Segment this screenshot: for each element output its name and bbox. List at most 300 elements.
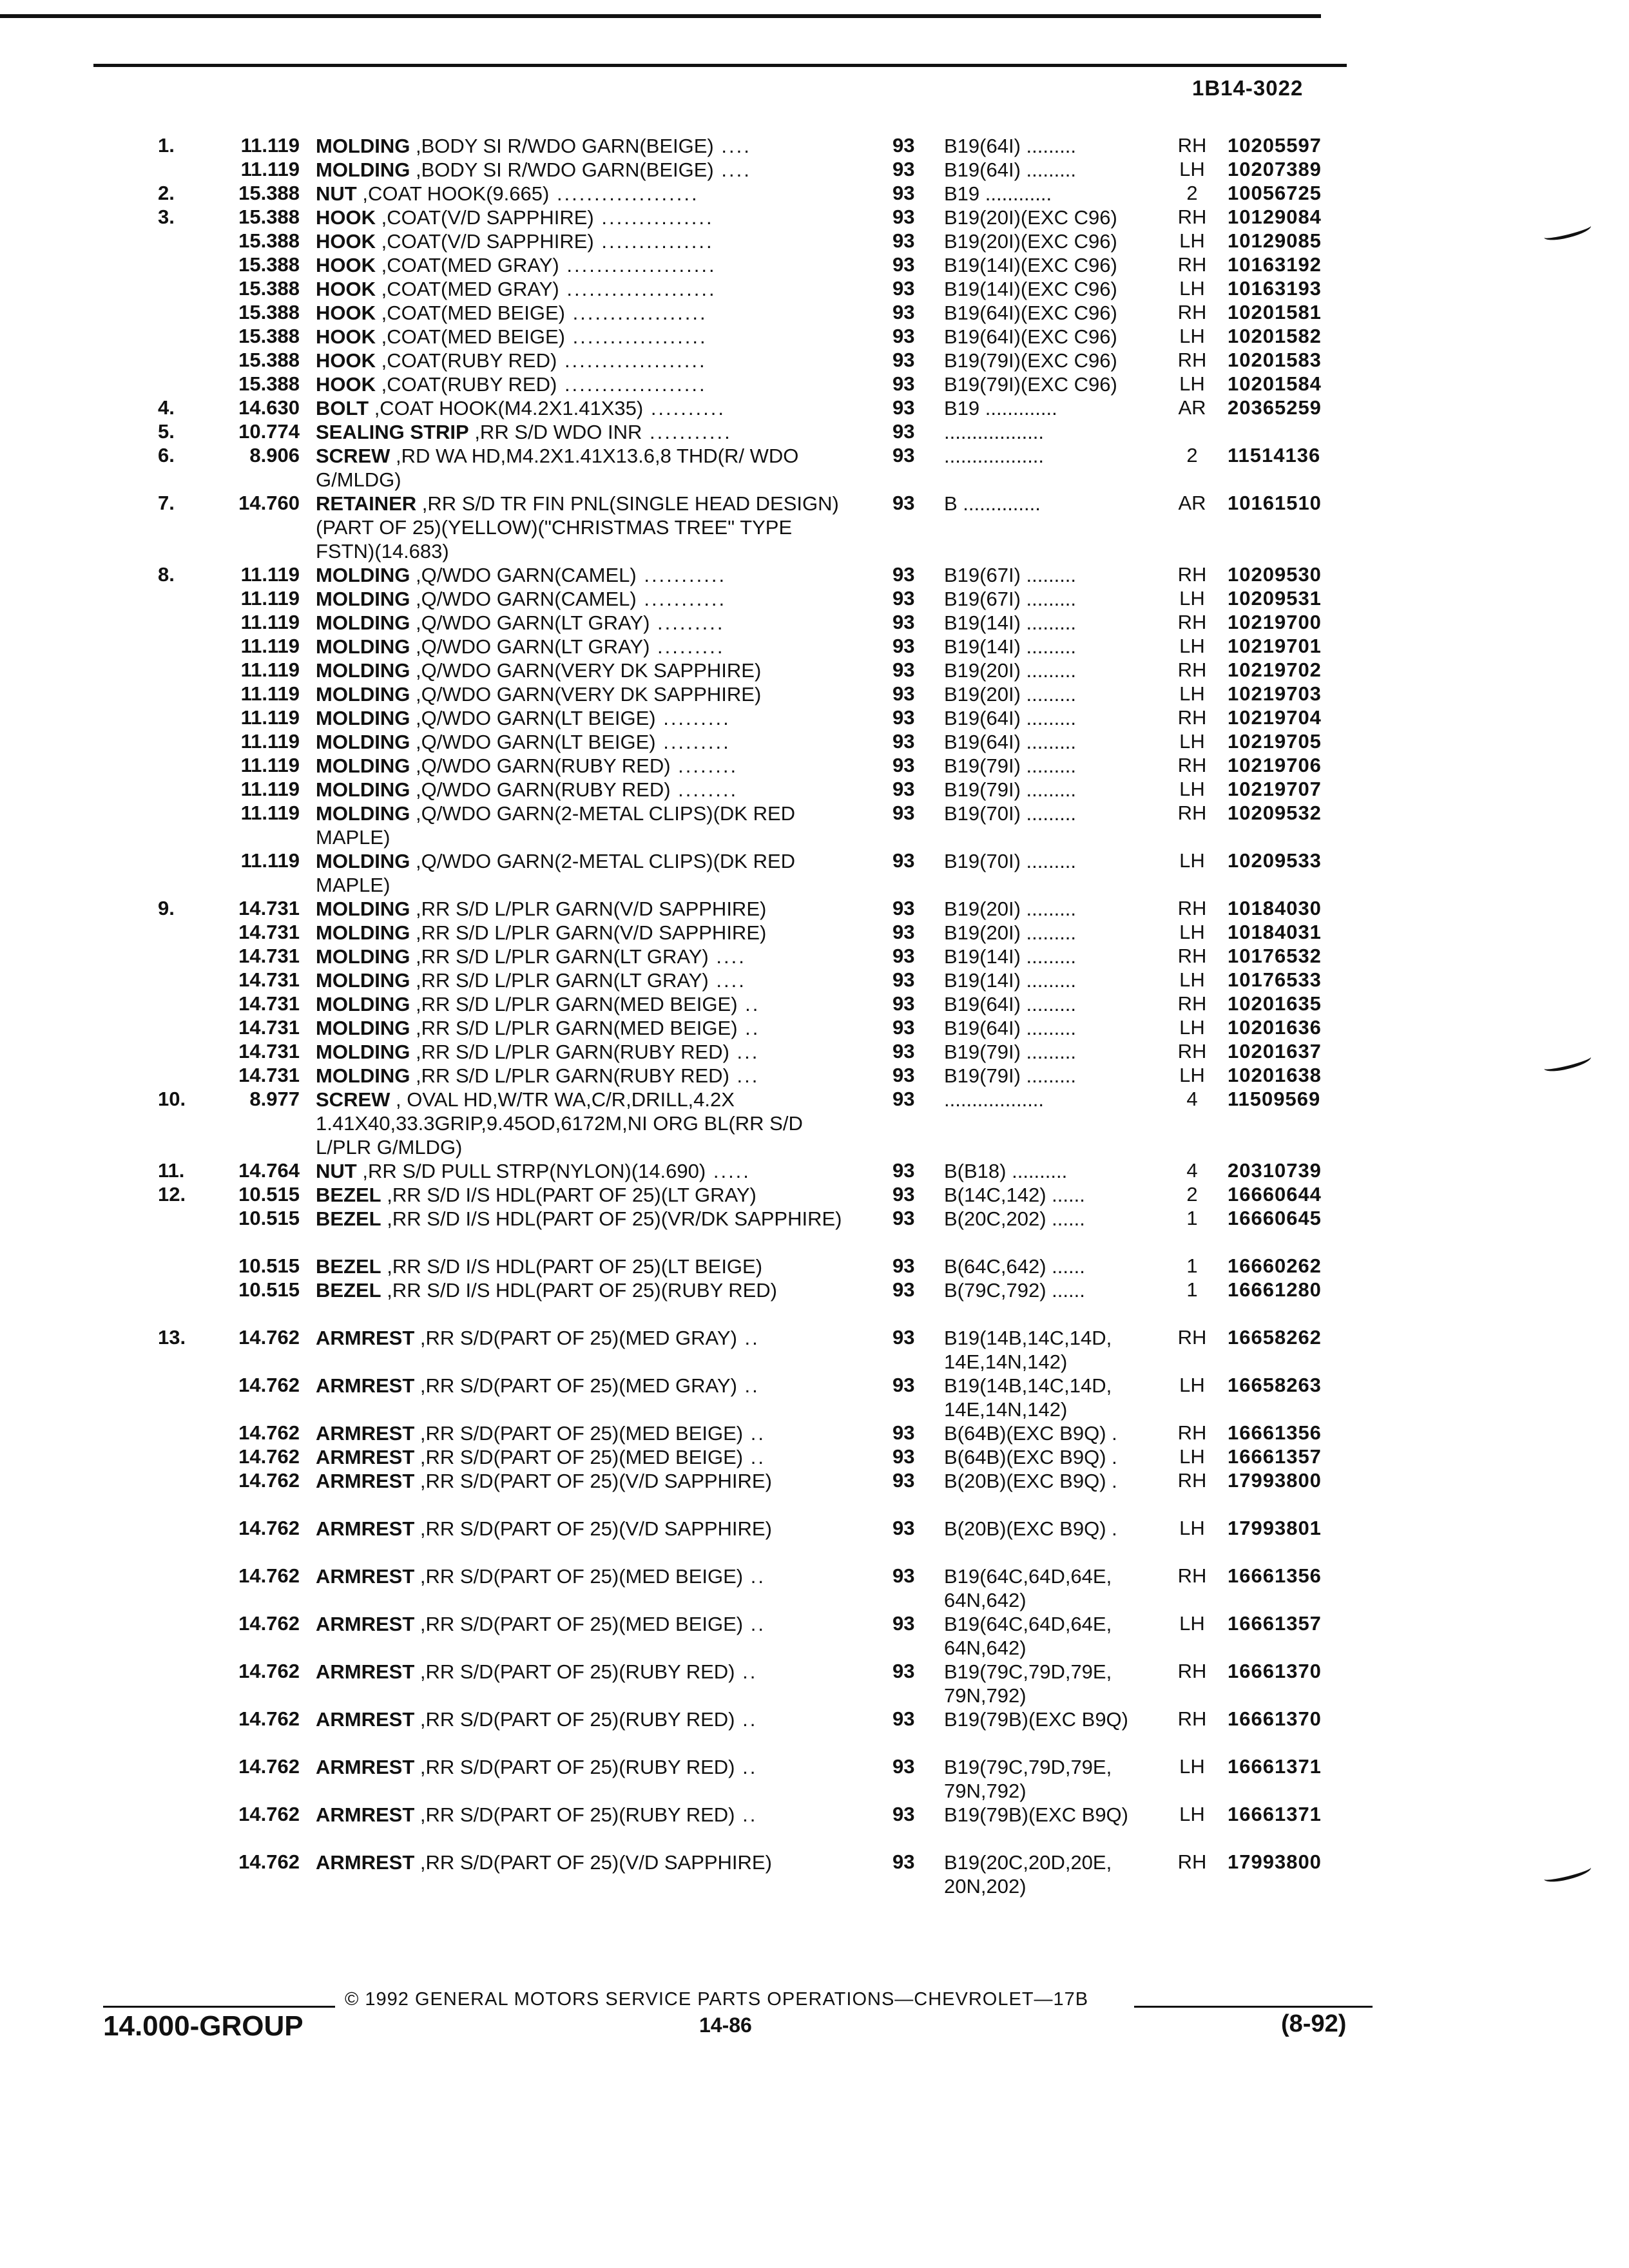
part-number: 17993800	[1228, 1469, 1322, 1492]
parts-row	[0, 778, 1629, 802]
model-year: 93	[892, 849, 915, 872]
part-number: 10219707	[1228, 778, 1322, 800]
group-number: 14.760	[238, 492, 300, 514]
part-detail: ,RR S/D I/S HDL(PART OF 25)(RUBY RED)	[381, 1279, 777, 1302]
model-usage: B19(20I) .........	[944, 921, 1077, 944]
part-name: MOLDING	[316, 945, 410, 968]
part-name: MOLDING	[316, 898, 410, 920]
model-year: 93	[892, 1660, 915, 1682]
part-detail: ,RR S/D TR FIN PNL(SINGLE HEAD DESIGN)(PART OF 25)(YELLOW)("CHRISTMAS TREE" TYPE FSTN)(14.683)	[316, 492, 839, 562]
model-usage: B(64B)(EXC B9Q) .	[944, 1446, 1117, 1468]
leader-dots: ....................	[559, 254, 717, 276]
part-name: MOLDING	[316, 611, 410, 634]
part-name: MOLDING	[316, 683, 410, 706]
parts-row	[0, 682, 1629, 706]
part-number: 20365259	[1228, 396, 1322, 419]
group-number: 8.977	[249, 1088, 300, 1110]
model-year: 93	[892, 1016, 915, 1039]
part-description	[316, 563, 851, 587]
part-detail: ,BODY SI R/WDO GARN(BEIGE)	[410, 135, 714, 157]
leader-dots: ...............	[593, 206, 714, 229]
model-usage: B19(64I) .........	[944, 707, 1077, 729]
part-name: ARMREST	[316, 1851, 415, 1874]
model-year: 93	[892, 1088, 915, 1110]
group-number: 15.388	[238, 301, 300, 323]
part-name: HOOK	[316, 278, 376, 300]
group-number: 15.388	[238, 349, 300, 371]
part-number: 17993800	[1228, 1850, 1322, 1873]
part-number: 10219700	[1228, 611, 1322, 633]
item-number: 1.	[158, 134, 175, 157]
part-detail: ,RR S/D(PART OF 25)(V/D SAPPHIRE)	[414, 1851, 772, 1874]
part-description	[316, 1803, 851, 1827]
leader-dots: ...	[729, 1041, 760, 1063]
group-number: 11.119	[240, 778, 300, 800]
model-usage: B19(79I) .........	[944, 778, 1077, 801]
quantity: 2	[1186, 444, 1198, 466]
part-number: 16661357	[1228, 1612, 1322, 1635]
part-name: ARMREST	[316, 1470, 415, 1492]
quantity: RH	[1177, 1660, 1207, 1682]
part-detail: ,RR S/D L/PLR GARN(V/D SAPPHIRE)	[410, 898, 767, 920]
part-detail: ,Q/WDO GARN(LT GRAY)	[410, 611, 650, 634]
part-number: 10201584	[1228, 372, 1322, 395]
model-usage: B19(14I) .........	[944, 945, 1077, 968]
part-detail: ,RR S/D L/PLR GARN(RUBY RED)	[410, 1041, 729, 1063]
part-name: BEZEL	[316, 1255, 381, 1278]
model-year: 93	[892, 229, 915, 252]
parts-row	[0, 802, 1629, 849]
footer-rule-right	[1134, 2006, 1373, 2008]
page-number: 14-86	[699, 2013, 752, 2037]
model-year: 93	[892, 1445, 915, 1468]
part-number: 16661371	[1228, 1755, 1322, 1778]
model-usage: B19(70I) .........	[944, 802, 1077, 825]
leader-dots: ...........	[636, 588, 727, 610]
part-detail: ,COAT(MED BEIGE)	[376, 325, 565, 348]
leader-dots: ..	[737, 1017, 760, 1039]
group-number: 10.515	[238, 1278, 300, 1301]
group-number: 14.762	[238, 1445, 300, 1468]
part-number: 10201581	[1228, 301, 1322, 323]
part-detail: ,COAT(V/D SAPPHIRE)	[376, 230, 594, 253]
parts-row	[0, 253, 1629, 277]
part-number: 10163192	[1228, 253, 1322, 276]
part-name: MOLDING	[316, 707, 410, 729]
group-number: 14.762	[238, 1374, 300, 1396]
footer-rule-left	[103, 2006, 335, 2008]
part-name: MOLDING	[316, 921, 410, 944]
group-number: 8.906	[249, 444, 300, 466]
quantity: LH	[1179, 372, 1205, 395]
model-usage: B19(79C,79D,79E, 79N,792)	[944, 1660, 1112, 1707]
parts-row	[0, 301, 1629, 325]
model-usage: B19(79I)(EXC C96)	[944, 349, 1117, 372]
quantity: LH	[1179, 1612, 1205, 1635]
part-number: 11509569	[1228, 1088, 1321, 1110]
part-detail: ,RR S/D(PART OF 25)(MED GRAY)	[414, 1374, 737, 1397]
group-number: 14.731	[238, 1040, 300, 1062]
leader-dots: .........	[650, 611, 725, 634]
part-number: 20310739	[1228, 1159, 1322, 1182]
part-description	[316, 1445, 851, 1469]
part-number: 10184030	[1228, 897, 1322, 919]
part-number: 10201636	[1228, 1016, 1322, 1039]
part-name: MOLDING	[316, 159, 410, 181]
parts-row	[0, 420, 1629, 444]
part-name: MOLDING	[316, 731, 410, 753]
parts-row	[0, 1183, 1629, 1207]
part-name: NUT	[316, 1160, 357, 1182]
item-number: 6.	[158, 444, 175, 466]
part-detail: ,COAT(RUBY RED)	[376, 349, 557, 372]
part-number: 16661280	[1228, 1278, 1322, 1301]
part-detail: ,COAT(MED GRAY)	[376, 278, 559, 300]
leader-dots: ..	[743, 1446, 766, 1468]
leader-dots: ..	[737, 993, 760, 1015]
model-year: 93	[892, 1707, 915, 1730]
model-usage: B(64C,642) ......	[944, 1255, 1085, 1278]
leader-dots: ...............	[593, 230, 714, 253]
quantity: RH	[1177, 563, 1207, 586]
quantity: LH	[1179, 1445, 1205, 1468]
leader-dots: .....	[706, 1160, 751, 1182]
parts-list	[0, 134, 1629, 1898]
item-number: 3.	[158, 206, 175, 228]
part-description	[316, 277, 851, 301]
part-number: 10201638	[1228, 1064, 1322, 1086]
quantity: RH	[1177, 349, 1207, 371]
model-year: 93	[892, 802, 915, 824]
part-name: ARMREST	[316, 1660, 415, 1683]
model-year: 93	[892, 635, 915, 657]
quantity: LH	[1179, 730, 1205, 753]
part-name: MOLDING	[316, 778, 410, 801]
part-number: 16660644	[1228, 1183, 1322, 1206]
leader-dots: ...........	[642, 421, 732, 443]
part-detail: ,Q/WDO GARN(VERY DK SAPPHIRE)	[410, 683, 762, 706]
parts-row	[0, 658, 1629, 682]
part-name: MOLDING	[316, 135, 410, 157]
part-number: 10219704	[1228, 706, 1322, 729]
part-name: MOLDING	[316, 850, 410, 872]
part-description	[316, 1755, 851, 1779]
group-number: 10.515	[238, 1254, 300, 1277]
model-year: 93	[892, 301, 915, 323]
group-number: 10.515	[238, 1183, 300, 1206]
parts-row	[0, 372, 1629, 396]
part-detail: ,RR S/D L/PLR GARN(V/D SAPPHIRE)	[410, 921, 767, 944]
part-description	[316, 206, 851, 229]
parts-row	[0, 992, 1629, 1016]
leader-dots: ...........	[636, 564, 727, 586]
part-detail: ,COAT(V/D SAPPHIRE)	[376, 206, 594, 229]
item-number: 10.	[158, 1088, 186, 1110]
part-description	[316, 1088, 851, 1159]
leader-dots: ..	[735, 1803, 758, 1826]
model-usage: B19(79I)(EXC C96)	[944, 373, 1117, 396]
part-detail: ,RR S/D L/PLR GARN(MED BEIGE)	[410, 993, 738, 1015]
group-number: 11.119	[240, 611, 300, 633]
leader-dots: ..	[737, 1374, 760, 1397]
parts-row	[0, 563, 1629, 587]
model-usage: B19(64I)(EXC C96)	[944, 302, 1117, 324]
part-name: MOLDING	[316, 754, 410, 777]
part-detail: ,RR S/D(PART OF 25)(MED BEIGE)	[414, 1565, 744, 1588]
model-usage: B(20B)(EXC B9Q) .	[944, 1470, 1117, 1492]
part-detail: ,COAT HOOK(9.665)	[356, 182, 550, 205]
quantity: RH	[1177, 253, 1207, 276]
part-name: ARMREST	[316, 1374, 415, 1397]
part-description	[316, 1612, 851, 1636]
group-number: 14.762	[238, 1660, 300, 1682]
parts-row	[0, 396, 1629, 420]
model-year: 93	[892, 396, 915, 419]
group-number: 14.762	[238, 1707, 300, 1730]
parts-row	[0, 897, 1629, 921]
item-number: 13.	[158, 1326, 186, 1349]
quantity: RH	[1177, 754, 1207, 776]
group-number: 10.774	[238, 420, 300, 443]
quantity: RH	[1177, 301, 1207, 323]
quantity: RH	[1177, 897, 1207, 919]
leader-dots: ....	[708, 945, 746, 968]
parts-row	[0, 349, 1629, 372]
leader-dots: ....	[713, 159, 751, 181]
leader-dots: ..........	[643, 397, 726, 419]
part-description	[316, 134, 851, 158]
model-usage: B19(79B)(EXC B9Q)	[944, 1803, 1128, 1826]
model-usage: B19(14B,14C,14D, 14E,14N,142)	[944, 1327, 1112, 1373]
part-detail: ,Q/WDO GARN(RUBY RED)	[410, 778, 671, 801]
parts-row	[0, 1278, 1629, 1326]
group-number: 14.762	[238, 1612, 300, 1635]
model-year: 93	[892, 444, 915, 466]
parts-row	[0, 587, 1629, 611]
quantity: LH	[1179, 277, 1205, 300]
group-number: 14.630	[238, 396, 300, 419]
parts-row	[0, 1517, 1629, 1564]
model-year: 93	[892, 754, 915, 776]
parts-row	[0, 1469, 1629, 1517]
model-year: 93	[892, 1421, 915, 1444]
part-description	[316, 444, 851, 492]
quantity: AR	[1178, 396, 1206, 419]
model-usage: B19(79I) .........	[944, 1064, 1077, 1087]
part-description	[316, 1254, 851, 1278]
part-number: 16661356	[1228, 1564, 1322, 1587]
parts-row	[0, 229, 1629, 253]
parts-row	[0, 1755, 1629, 1803]
group-number: 15.388	[238, 372, 300, 395]
group-number: 14.762	[238, 1850, 300, 1873]
model-usage: B19(67I) .........	[944, 564, 1077, 586]
part-detail: ,Q/WDO GARN(LT BEIGE)	[410, 707, 656, 729]
part-description	[316, 1016, 851, 1040]
group-number: 14.731	[238, 945, 300, 967]
part-number: 16660645	[1228, 1207, 1322, 1229]
part-number: 10176532	[1228, 945, 1322, 967]
part-description	[316, 635, 851, 658]
quantity: 4	[1186, 1088, 1198, 1110]
quantity: LH	[1179, 1517, 1205, 1539]
parts-row	[0, 1660, 1629, 1707]
group-number: 15.388	[238, 206, 300, 228]
parts-row	[0, 1707, 1629, 1755]
leader-dots: ..	[743, 1565, 766, 1588]
quantity: 1	[1186, 1278, 1198, 1301]
part-number: 17993801	[1228, 1517, 1322, 1539]
model-year: 93	[892, 277, 915, 300]
part-detail: ,COAT(MED BEIGE)	[376, 302, 565, 324]
quantity: LH	[1179, 849, 1205, 872]
quantity: RH	[1177, 1850, 1207, 1873]
leader-dots: ..	[735, 1660, 758, 1683]
group-number: 11.119	[240, 563, 300, 586]
part-name: HOOK	[316, 230, 376, 253]
part-description	[316, 968, 851, 992]
part-description	[316, 253, 851, 277]
group-number: 11.119	[240, 158, 300, 180]
part-description	[316, 396, 851, 420]
part-name: ARMREST	[316, 1613, 415, 1635]
part-number: 10219706	[1228, 754, 1322, 776]
model-year: 93	[892, 1064, 915, 1086]
part-number: 16660262	[1228, 1254, 1322, 1277]
part-detail: ,RR S/D(PART OF 25)(MED BEIGE)	[414, 1613, 744, 1635]
part-description	[316, 1564, 851, 1588]
group-number: 11.119	[240, 635, 300, 657]
part-description	[316, 992, 851, 1016]
model-year: 93	[892, 1159, 915, 1182]
quantity: RH	[1177, 1421, 1207, 1444]
leader-dots: ..................	[564, 325, 708, 348]
part-name: ARMREST	[316, 1756, 415, 1778]
model-year: 93	[892, 253, 915, 276]
model-year: 93	[892, 968, 915, 991]
parts-row	[0, 277, 1629, 301]
part-description	[316, 1469, 851, 1493]
quantity: AR	[1178, 492, 1206, 514]
item-number: 11.	[158, 1159, 185, 1182]
leader-dots: ...................	[549, 182, 699, 205]
quantity: RH	[1177, 802, 1207, 824]
part-number: 10129085	[1228, 229, 1322, 252]
part-detail: ,RR S/D(PART OF 25)(RUBY RED)	[414, 1756, 735, 1778]
part-number: 16661357	[1228, 1445, 1322, 1468]
part-name: ARMREST	[316, 1708, 415, 1731]
part-detail: ,Q/WDO GARN(VERY DK SAPPHIRE)	[410, 659, 762, 682]
part-number: 10219701	[1228, 635, 1322, 657]
part-description	[316, 897, 851, 921]
part-description	[316, 1207, 851, 1231]
part-name: BEZEL	[316, 1279, 381, 1302]
quantity: LH	[1179, 921, 1205, 943]
quantity: LH	[1179, 1064, 1205, 1086]
part-detail: ,RR S/D I/S HDL(PART OF 25)(VR/DK SAPPHIRE)	[381, 1207, 842, 1230]
revision-date: (8-92)	[1281, 2010, 1347, 2037]
group-number: 15.388	[238, 277, 300, 300]
parts-row	[0, 158, 1629, 182]
parts-row	[0, 849, 1629, 897]
part-name: MOLDING	[316, 993, 410, 1015]
model-usage: B19(64C,64D,64E, 64N,642)	[944, 1565, 1112, 1611]
quantity: LH	[1179, 968, 1205, 991]
model-year: 93	[892, 611, 915, 633]
model-usage: B19(64I) .........	[944, 135, 1077, 157]
group-number: 11.119	[240, 682, 300, 705]
model-year: 93	[892, 778, 915, 800]
model-usage: B19(79B)(EXC B9Q)	[944, 1708, 1128, 1731]
model-usage: B19(14B,14C,14D, 14E,14N,142)	[944, 1374, 1112, 1421]
parts-row	[0, 945, 1629, 968]
part-detail: , OVAL HD,W/TR WA,C/R,DRILL,4.2X 1.41X40,33.3GRIP,9.45OD,6172M,NI ORG BL(RR S/D L/PLR G/MLDG)	[316, 1088, 803, 1158]
part-name: ARMREST	[316, 1565, 415, 1588]
group-number: 11.119	[240, 134, 300, 157]
part-detail: ,RR S/D WDO INR	[468, 421, 642, 443]
group-number: 10.515	[238, 1207, 300, 1229]
part-name: MOLDING	[316, 969, 410, 992]
model-usage: B19(67I) .........	[944, 588, 1077, 610]
part-description	[316, 778, 851, 802]
item-number: 4.	[158, 396, 175, 419]
part-number: 10209531	[1228, 587, 1322, 610]
model-year: 93	[892, 134, 915, 157]
part-detail: ,RR S/D(PART OF 25)(MED BEIGE)	[414, 1422, 744, 1445]
part-detail: ,RR S/D I/S HDL(PART OF 25)(LT GRAY)	[381, 1184, 757, 1206]
model-year: 93	[892, 1564, 915, 1587]
part-name: MOLDING	[316, 588, 410, 610]
part-detail: ,RR S/D(PART OF 25)(MED GRAY)	[414, 1327, 737, 1349]
part-detail: ,BODY SI R/WDO GARN(BEIGE)	[410, 159, 714, 181]
parts-row	[0, 635, 1629, 658]
part-description	[316, 611, 851, 635]
parts-row	[0, 1016, 1629, 1040]
part-description	[316, 372, 851, 396]
part-detail: ,COAT HOOK(M4.2X1.41X35)	[369, 397, 644, 419]
model-year: 93	[892, 1278, 915, 1301]
part-number: 10219703	[1228, 682, 1322, 705]
part-number: 10219705	[1228, 730, 1322, 753]
quantity: LH	[1179, 778, 1205, 800]
part-name: ARMREST	[316, 1327, 415, 1349]
quantity: 4	[1186, 1159, 1198, 1182]
model-usage: B19(79I) .........	[944, 754, 1077, 777]
part-description	[316, 706, 851, 730]
parts-row	[0, 1445, 1629, 1469]
part-number: 10129084	[1228, 206, 1322, 228]
parts-row	[0, 1564, 1629, 1612]
parts-row	[0, 492, 1629, 563]
part-name: MOLDING	[316, 802, 410, 825]
quantity: RH	[1177, 611, 1207, 633]
part-name: RETAINER	[316, 492, 417, 515]
group-number: 14.762	[238, 1421, 300, 1444]
item-number: 7.	[158, 492, 175, 514]
leader-dots: ...................	[557, 349, 707, 372]
part-detail: ,RR S/D(PART OF 25)(MED BEIGE)	[414, 1446, 744, 1468]
quantity: RH	[1177, 945, 1207, 967]
part-name: ARMREST	[316, 1446, 415, 1468]
quantity: RH	[1177, 992, 1207, 1015]
part-number: 10056725	[1228, 182, 1322, 204]
part-name: MOLDING	[316, 635, 410, 658]
part-description	[316, 229, 851, 253]
part-detail: ,RR S/D L/PLR GARN(LT GRAY)	[410, 945, 709, 968]
model-year: 93	[892, 1755, 915, 1778]
part-description	[316, 325, 851, 349]
model-usage: B19(14I) .........	[944, 611, 1077, 634]
